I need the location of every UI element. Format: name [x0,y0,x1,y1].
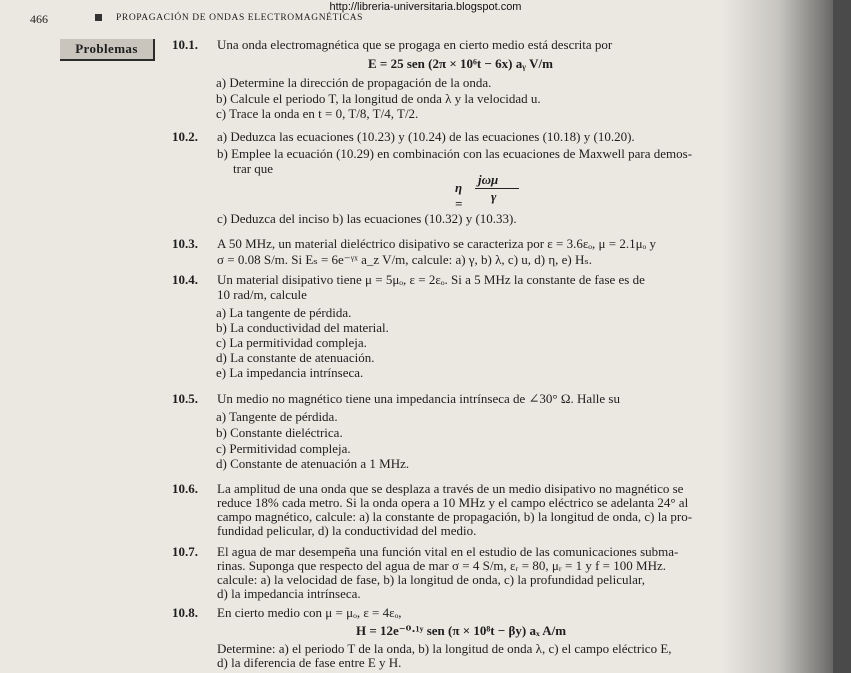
problem-text: campo magnético, calcule: a) la constante de propagación, b) la longitud de onda, c) la pro- [217,509,693,524]
problem-text: Determine: a) el periodo T de la onda, b) la longitud de onda λ, c) el campo eléctrico E, [217,641,672,656]
problem-number: 10.2. [172,129,198,144]
problem-number: 10.8. [172,605,198,620]
problem-part: b) Constante dieléctrica. [216,425,343,440]
page-edge [833,0,851,673]
problem-part: b) Emplee la ecuación (10.29) en combinación con las ecuaciones de Maxwell para demos- [217,146,693,161]
fraction-numerator: jωμ [478,172,499,187]
source-url: http://libreria-universitaria.blogspot.com [329,1,522,13]
problem-part: b) La conductividad del material. [216,320,389,335]
problem-part: b) Calcule el periodo T, la longitud de onda λ y la velocidad u. [216,91,541,106]
running-header-title: PROPAGACIÓN DE ONDAS ELECTROMAGNÉTICAS [116,13,364,23]
problem-part: d) Constante de atenuación a 1 MHz. [216,456,410,471]
problem-part: e) La impedancia intrínseca. [216,365,364,380]
problem-text: La amplitud de una onda que se desplaza a través de un medio disipativo no magnético se [217,481,684,496]
page-number: 466 [30,12,48,26]
problem-text: d) la diferencia de fase entre E y H. [217,655,402,670]
problem-text: A 50 MHz, un material dieléctrico disipativo se caracteriza por ε = 3.6εₒ, μ = 2.1μₒ y [217,236,657,251]
problems-section-tab: Problemas [60,39,155,61]
problem-number: 10.1. [172,37,198,52]
equation-lhs: η = [455,180,463,211]
problem-number: 10.7. [172,544,198,559]
problem-text: Un material disipativo tiene μ = 5μₒ, ε = 2εₒ. Si a 5 MHz la constante de fase es de [217,272,645,287]
problem-equation: E = 25 sen (2π × 10⁶t − 6x) aᵧ V/m [368,56,553,71]
problem-number: 10.4. [172,272,198,287]
problem-number: 10.3. [172,236,198,251]
problem-equation: H = 12e⁻⁰·¹ʸ sen (π × 10⁸t − βy) aₓ A/m [356,623,567,638]
problem-number: 10.6. [172,481,198,496]
problem-number: 10.5. [172,391,198,406]
problem-text: calcule: a) la velocidad de fase, b) la longitud de onda, c) la profundidad pelicular, [217,572,645,587]
problem-text: Un medio no magnético tiene una impedancia intrínseca de ∠30° Ω. Halle su [217,391,620,406]
problem-text: Una onda electromagnética que se progaga en cierto medio está descrita por [217,37,613,52]
problem-part: c) Permitividad compleja. [216,441,351,456]
problem-text: d) la impedancia intrínseca. [217,586,361,601]
problem-part: a) Tangente de pérdida. [216,409,338,424]
fraction-bar [475,188,519,189]
problem-part: c) Trace la onda en t = 0, T/8, T/4, T/2. [216,106,419,121]
problem-part: a) Deduzca las ecuaciones (10.23) y (10.24) de las ecuaciones (10.18) y (10.20). [217,129,635,144]
problem-part: c) Deduzca del inciso b) las ecuaciones (10.32) y (10.33). [217,211,517,226]
problem-text: fundidad pelicular, d) la conductividad del medio. [217,523,477,538]
problem-part: c) La permitividad compleja. [216,335,367,350]
problem-text: El agua de mar desempeña una función vital en el estudio de las comunicaciones subma- [217,544,679,559]
header-square-icon [95,14,102,21]
fraction-denominator: γ [491,189,497,204]
problem-part: a) Determine la dirección de propagación de la onda. [216,75,492,90]
problem-text: rinas. Suponga que respecto del agua de mar σ = 4 S/m, εᵣ = 80, μᵣ = 1 y f = 100 MHz. [217,558,666,573]
problem-part: d) La constante de atenuación. [216,350,375,365]
binding-shadow [721,0,851,673]
problem-text: 10 rad/m, calcule [217,287,307,302]
problem-text: reduce 18% cada metro. Si la onda opera a 10 MHz y el campo eléctrico se adelanta 24° al [217,495,689,510]
problem-part: a) La tangente de pérdida. [216,305,352,320]
problem-text: En cierto medio con μ = μₒ, ε = 4εₒ, [217,605,402,620]
problem-text: trar que [233,161,274,176]
problem-text: σ = 0.08 S/m. Si Eₛ = 6e⁻ᵞˣ a_z V/m, calcule: a) γ, b) λ, c) u, d) η, e) Hₛ. [217,252,593,267]
